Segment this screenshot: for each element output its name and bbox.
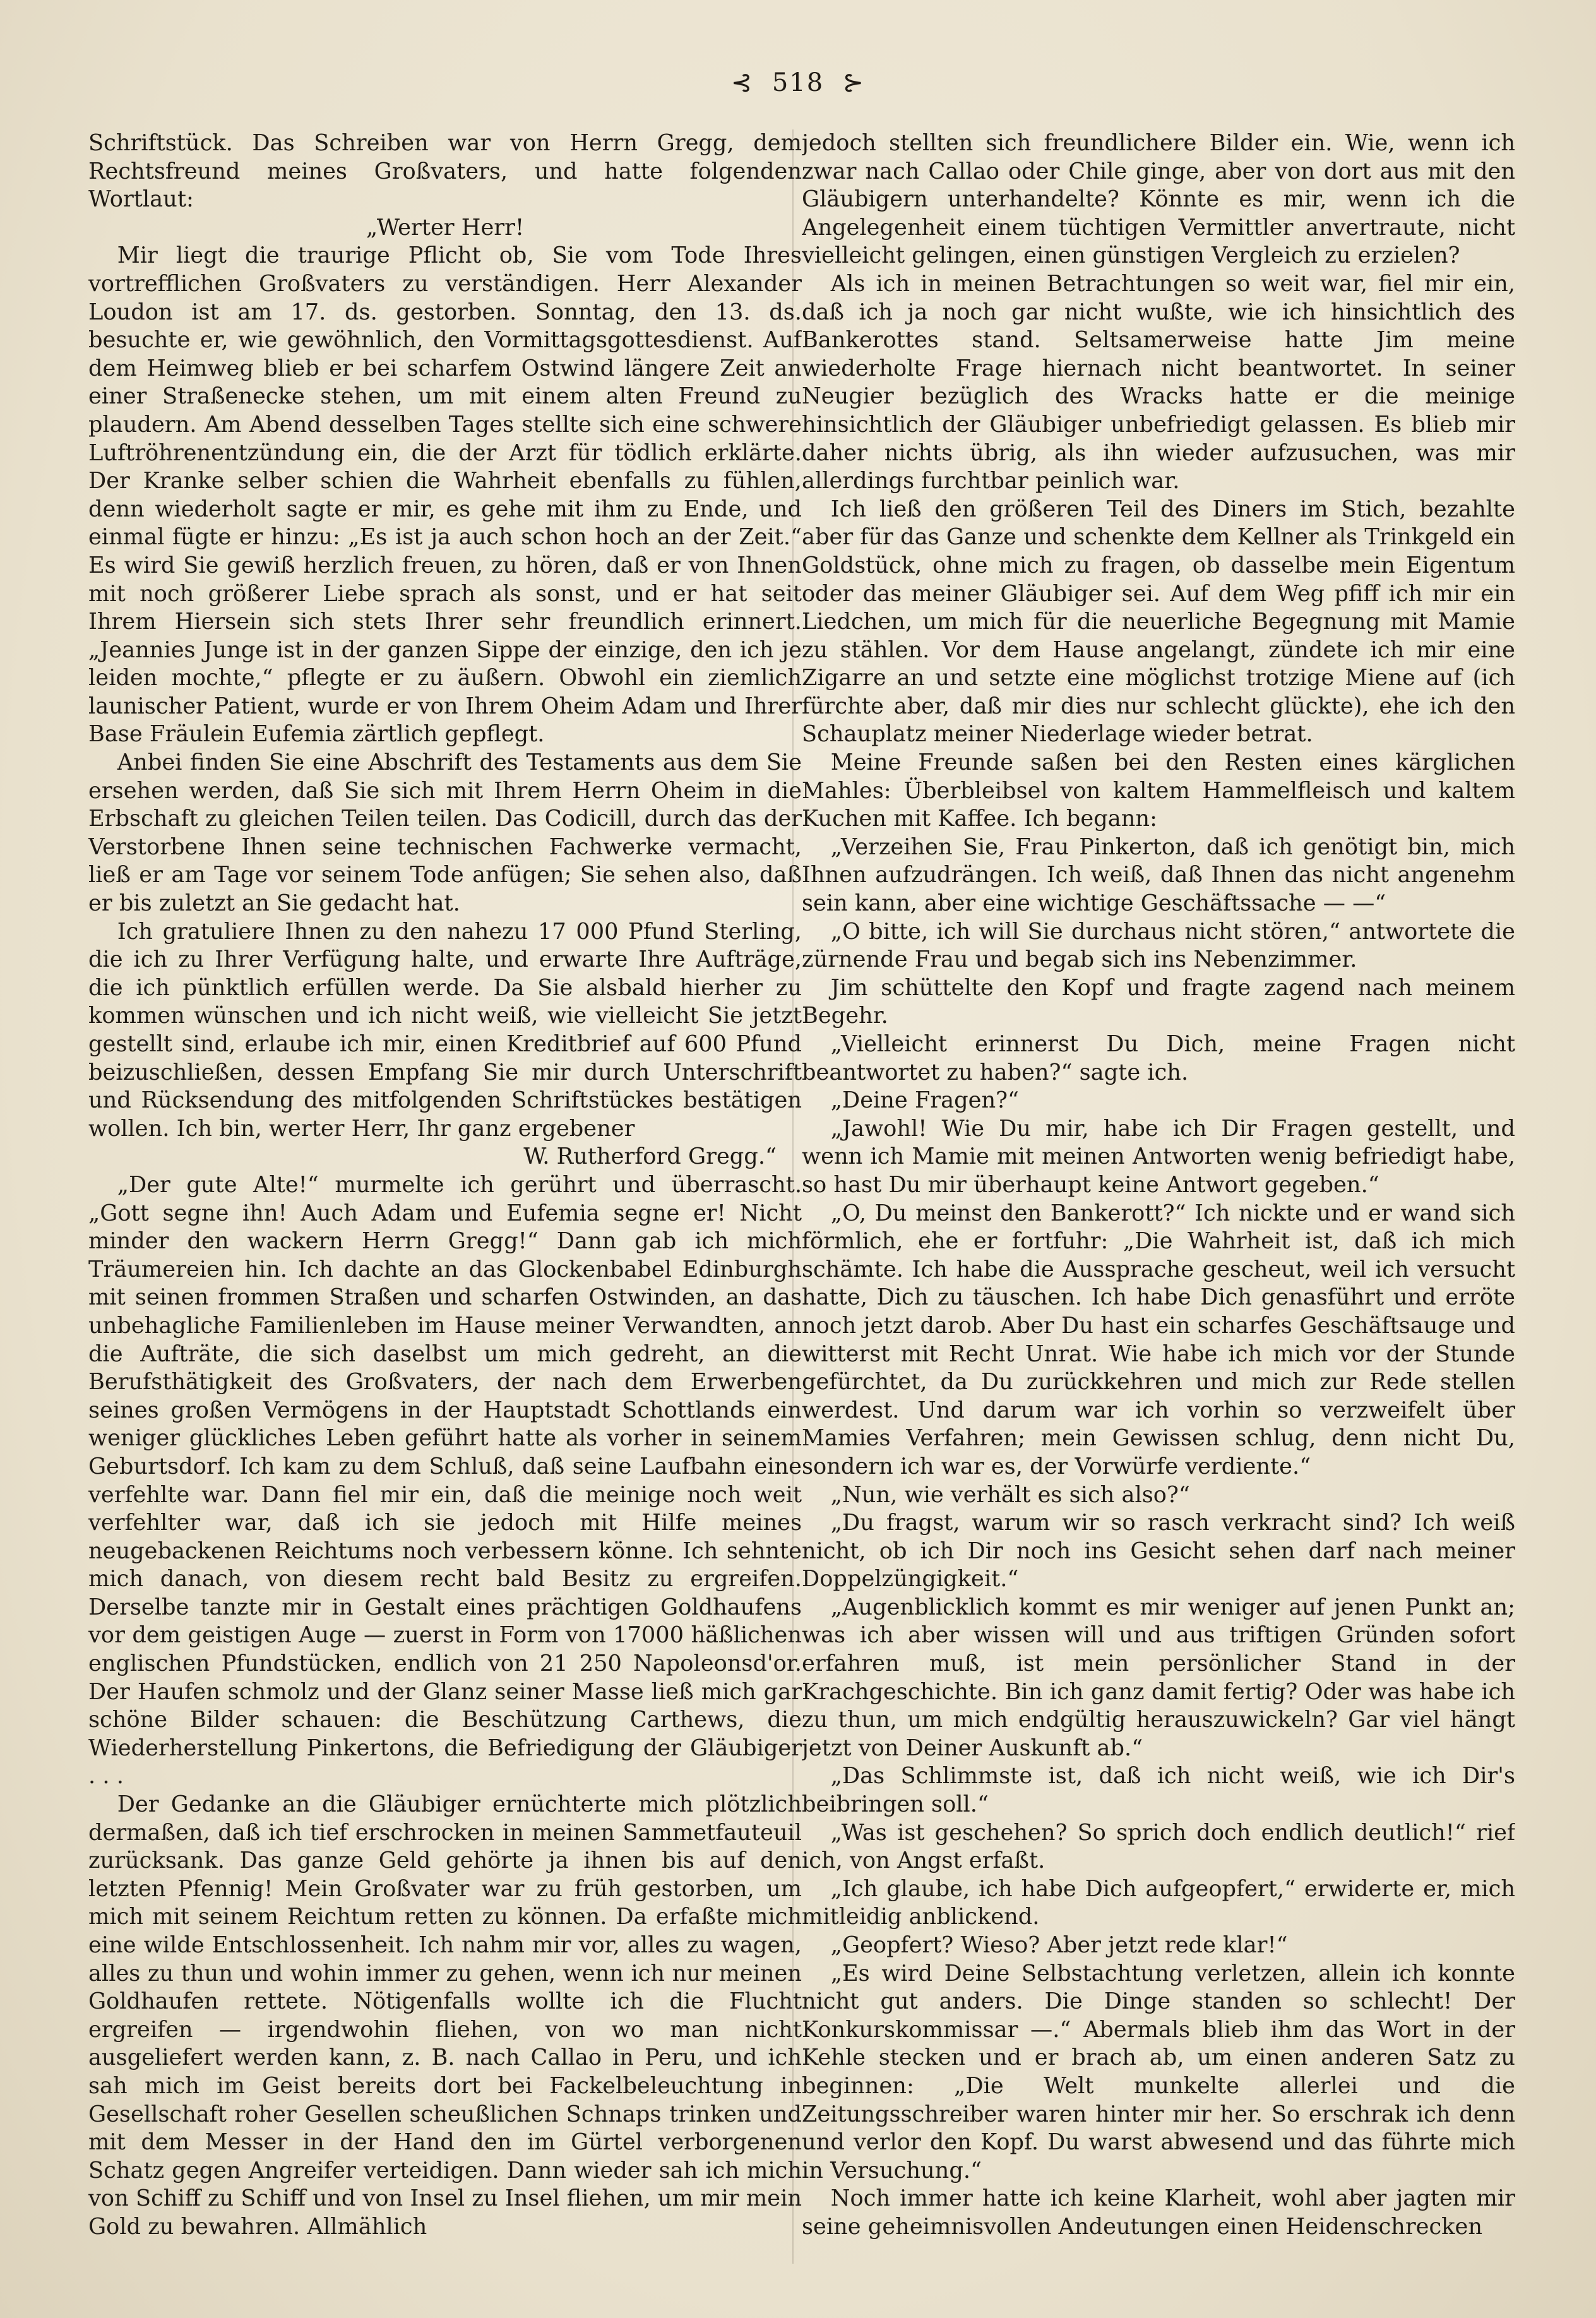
paragraph: „Geopfert? Wieso? Aber jetzt rede klar!“ [830,1932,1288,1958]
paragraph: Meine Freunde saßen bei den Resten eines kärglichen Mahles: Überbleibsel von kaltem Hammelfleisch und kaltem Kuchen mit Kaffee. Ich begann: [802,750,1515,832]
paragraph-continued: Schriftstück. Das Schreiben war von Herrn Gregg, dem Rechtsfreund meines Großvaters, und hatte folgenden Wortlaut: [88,130,802,213]
left-column [88,129,802,2276]
letter-salutation: „Werter Herr! [366,214,525,241]
paragraph: „Was ist geschehen? So sprich doch endlich deutlich!“ rief ich, von Angst erfaßt. [802,1819,1515,1874]
paragraph-continued: jedoch stellten sich freundlichere Bilder ein. Wie, wenn ich zwar nach Callao oder Chile ginge, aber von dort aus mit den Gläubigern unterhandelte? Könnte es mir, wenn ich die Angelegenheit einem tüchtigen Vermittler anvertraute, nicht vielleicht gelingen, einen günstigen Vergleich zu erzielen? [802,130,1515,269]
paragraph: Mir liegt die traurige Pflicht ob, Sie vom Tode Ihres vortrefflichen Großvaters zu verständigen. Herr Alexander Loudon ist am 17. ds. gestorben. Sonntag, den 13. ds. besuchte er, wie gewöhnlich, den Vormittagsgottesdienst. Auf dem Heimweg blieb er bei scharfem Ostwind längere Zeit an einer Straßenecke stehen, um mit einem alten Freund zu plaudern. Am Abend desselben Tages stellte sich eine schwere Luftröhrenentzündung ein, die der Arzt für tödlich erklärte. Der Kranke selber schien die Wahrheit ebenfalls zu fühlen, denn wiederholt sagte er mir, es gehe mit ihm zu Ende, und einmal fügte er hinzu: „Es ist ja auch schon hoch an der Zeit.“ Es wird Sie gewiß herzlich freuen, zu hören, daß er von Ihnen mit noch größerer Liebe sprach als sonst, und er hat seit Ihrem Hiersein sich stets Ihrer sehr freundlich erinnert. „Jeannies Junge ist in der ganzen Sippe der einzige, den ich je leiden mochte,“ pflegte er zu äußern. Obwohl ein ziemlich launischer Patient, wurde er von Ihrem Oheim Adam und Ihrer Base Fräulein Eufemia zärtlich gepflegt. [88,242,802,748]
paragraph: „O, Du meinst den Bankerott?“ Ich nickte und er wand sich förmlich, ehe er fortfuhr: „Die Wahrheit ist, daß ich mich schämte. Ich habe die Aussprache gescheut, weil ich versucht hatte, Dich zu täuschen. Ich habe Dich genasführt und erröte noch jetzt darob. Aber Du hast ein scharfes Geschäftsauge und witterst mit Recht Unrat. Wie habe ich mich vor der Stunde gefürchtet, da Du zurückkehren und mich zur Rede stellen werdest. Und darum war ich vorhin so verzweifelt über Mamies Verfahren; mein Gewissen schlug, denn nicht Du, sondern ich war es, der Vorwürfe verdiente.“ [802,1200,1515,1479]
paragraph: „Ich glaube, ich habe Dich aufgeopfert,“ erwiderte er, mich mitleidig anblickend. [802,1875,1515,1930]
paragraph: „Vielleicht erinnerst Du Dich, meine Fragen nicht beantwortet zu haben?“ sagte ich. [802,1031,1515,1085]
paragraph: „Nun, wie verhält es sich also?“ [830,1481,1190,1508]
paragraph: Als ich in meinen Betrachtungen so weit war, fiel mir ein, daß ich ja noch gar nicht wußte, wie ich hinsichtlich des Bankerottes stand. Seltsamerweise hatte Jim meine wiederholte Frage hiernach nicht beantwortet. In seiner Neugier bezüglich des Wracks hatte er die meinige hinsichtlich der Gläubiger unbefriedigt gelassen. Es blieb mir daher nichts übrig, als ihn wieder aufzusuchen, was mir allerdings furchtbar peinlich war. [802,270,1515,494]
page-header [0,68,1596,97]
paragraph: Jim schüttelte den Kopf und fragte zagend nach meinem Begehr. [802,974,1515,1029]
paragraph: Noch immer hatte ich keine Klarheit, wohl aber jagten mir seine geheimnisvollen Andeutungen einen Heidenschrecken [802,2185,1515,2240]
paragraph: Ich gratuliere Ihnen zu den nahezu 17 000 Pfund Sterling, die ich zu Ihrer Verfügung halte, und erwarte Ihre Aufträge, die ich pünktlich erfüllen werde. Da Sie alsbald hierher zu kommen wünschen und ich nicht weiß, wie vielleicht Sie jetzt gestellt sind, erlaube ich mir, einen Kreditbrief auf 600 Pfund beizuschließen, dessen Empfang Sie mir durch Unterschrift und Rücksendung des mitfolgenden Schriftstückes bestätigen wollen. Ich bin, werter Herr, Ihr ganz ergebener [88,918,802,1142]
paragraph: „Jawohl! Wie Du mir, habe ich Dir Fragen gestellt, und wenn ich Mamie mit meinen Antworten wenig befriedigt habe, so hast Du mir überhaupt keine Antwort gegeben.“ [802,1115,1515,1198]
paragraph: „Deine Fragen?“ [830,1087,1020,1114]
paragraph: „Es wird Deine Selbstachtung verletzen, allein ich konnte nicht gut anders. Die Dinge standen so schlecht! Der Konkurskommissar —.“ Abermals blieb ihm das Wort in der Kehle stecken und er brach ab, um einen anderen Satz zu beginnen: „Die Welt munkelte allerlei und die Zeitungsschreiber waren hinter mir her. So erschrak ich denn und verlor den Kopf. Du warst abwesend und das führte mich in Versuchung.“ [802,1960,1515,2184]
paragraph: Anbei finden Sie eine Abschrift des Testaments aus dem Sie ersehen werden, daß Sie sich mit Ihrem Herrn Oheim in die Erbschaft zu gleichen Teilen teilen. Das Codicill, durch das der Verstorbene Ihnen seine technischen Fachwerke vermacht, ließ er am Tage vor seinem Tode anfügen; Sie sehen also, daß er bis zuletzt an Sie gedacht hat. [88,750,802,917]
paragraph: „Das Schlimmste ist, daß ich nicht weiß, wie ich Dir's beibringen soll.“ [802,1763,1515,1818]
ornament-right: ⊱ [842,68,866,97]
right-column [802,129,1515,2276]
paragraph: „Augenblicklich kommt es mir weniger auf jenen Punkt an; was ich aber wissen will und aus triftigen Gründen sofort erfahren muß, ist mein persönlicher Stand in der Krachgeschichte. Bin ich ganz damit fertig? Oder was habe ich zu thun, um mich endgültig herauszuwickeln? Gar viel hängt jetzt von Deiner Auskunft ab.“ [802,1594,1515,1761]
letter-signature: W. Rutherford Gregg.“ [523,1144,777,1170]
paragraph: Der Gedanke an die Gläubiger ernüchterte mich plötzlich dermaßen, daß ich tief erschrocken in meinen Sammetfauteuil zurücksank. Das ganze Geld gehörte ja ihnen bis auf den letzten Pfennig! Mein Großvater war zu früh gestorben, um mich mit seinem Reichtum retten zu können. Da erfaßte mich eine wilde Entschlossenheit. Ich nahm mir vor, alles zu wagen, alles zu thun und wohin immer zu gehen, wenn ich nur meinen Goldhaufen rettete. Nötigenfalls wollte ich die Flucht ergreifen — irgendwohin fliehen, von wo man nicht ausgeliefert werden kann, z. B. nach Callao in Peru, und ich sah mich im Geist bereits dort bei Fackelbeleuchtung in Gesellschaft roher Gesellen scheußlichen Schnaps trinken und mit dem Messer in der Hand den im Gürtel verborgenen Schatz gegen Angreifer verteidigen. Dann wieder sah ich mich von Schiff zu Schiff und von Insel zu Insel fliehen, um mir mein Gold zu bewahren. Allmählich [88,1791,802,2240]
paragraph: Ich ließ den größeren Teil des Diners im Stich, bezahlte aber für das Ganze und schenkte dem Kellner als Trinkgeld ein Goldstück, ohne mich zu fragen, ob dasselbe mein Eigentum oder das meiner Gläubiger sei. Auf dem Weg pfiff ich mir ein Liedchen, um mich für die neuerliche Begegnung mit Mamie zu stählen. Vor dem Hause angelangt, zündete ich mir eine Zigarre an und setzte eine möglichst trotzige Miene auf (ich fürchte aber, daß mir dies nur schlecht glückte), ehe ich den Schauplatz meiner Niederlage wieder betrat. [802,496,1515,748]
paragraph: „Du fragst, warum wir so rasch verkracht sind? Ich weiß nicht, ob ich Dir noch ins Gesicht sehen darf nach meiner Doppelzüngigkeit.“ [802,1510,1515,1592]
column-divider [792,129,794,2264]
paragraph: „O bitte, ich will Sie durchaus nicht stören,“ antwortete die zürnende Frau und begab sich ins Nebenzimmer. [802,918,1515,973]
paragraph: „Verzeihen Sie, Frau Pinkerton, daß ich genötigt bin, mich Ihnen aufzudrängen. Ich weiß, daß Ihnen das nicht angenehm sein kann, aber eine wichtige Geschäftssache — —“ [802,833,1515,917]
paragraph: „Der gute Alte!“ murmelte ich gerührt und überrascht. „Gott segne ihn! Auch Adam und Eufemia segne er! Nicht minder den wackern Herrn Gregg!“ Dann gab ich mich Träumereien hin. Ich dachte an das Glockenbabel Edinburgh mit seinen frommen Straßen und scharfen Ostwinden, an das unbehagliche Familienleben im Hause meiner Verwandten, an die Aufträte, die sich daselbst um mich gedreht, an die Berufsthätigkeit des Großvaters, der nach dem Erwerben seines großen Vermögens in der Hauptstadt Schottlands ein weniger glückliches Leben geführt hatte als vorher in seinem Geburtsdorf. Ich kam zu dem Schluß, daß seine Laufbahn eine verfehlte war. Dann fiel mir ein, daß die meinige noch weit verfehlter war, daß ich sie jedoch mit Hilfe meines neugebackenen Reichtums noch verbessern könne. Ich sehnte mich danach, von diesem recht bald Besitz zu ergreifen. Derselbe tanzte mir in Gestalt eines prächtigen Goldhaufens vor dem geistigen Auge — zuerst in Form von 17000 häßlichen englischen Pfundstücken, endlich von 21 250 Napoleonsd'or. Der Haufen schmolz und der Glanz seiner Masse ließ mich gar schöne Bilder schauen: die Beschützung Carthews, die Wiederherstellung Pinkertons, die Befriedigung der Gläubiger . . . [88,1171,802,1789]
page-number: 518 [771,68,825,97]
ornament-left: ⊰ [730,68,754,97]
